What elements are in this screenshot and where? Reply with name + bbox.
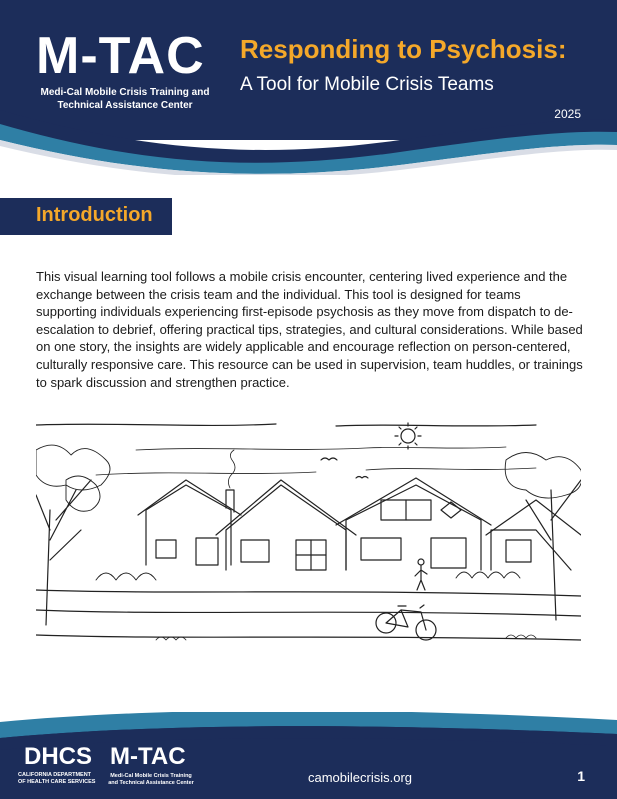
dhcs-logo: DHCS xyxy=(24,743,93,770)
mtac-logo-subtitle: Medi-Cal Mobile Crisis Training and Technical Assistance Center xyxy=(40,87,210,111)
section-heading: Introduction xyxy=(36,204,153,226)
page-subtitle: A Tool for Mobile Crisis Teams xyxy=(240,74,494,95)
intro-paragraph: This visual learning tool follows a mobile crisis encounter, centering lived experience and the exchange between the crisis team and the individual. This tool is designed for teams supporting individuals experiencing first-episode psychosis as they move from dispatch to de-escalation to debrief, offering practical tips, strategies, and cultural considerations. While based on one story, the insights are widely applicable and encourage reflection on person-centered, culturally responsive care. This resource can be used in supervision, team huddles, or trainings to spark discussion and strengthen practice. xyxy=(36,269,583,390)
publication-year: 2025 xyxy=(554,107,581,121)
footer-mtac-logo: M-TAC xyxy=(110,743,186,770)
website-link[interactable]: camobilecrisis.org xyxy=(308,770,413,785)
section-heading-tab xyxy=(0,198,172,235)
dhcs-logo-subtitle: CALIFORNIA DEPARTMENT OF HEALTH CARE SERVICES xyxy=(18,772,96,785)
footer-wave-graphic xyxy=(0,712,617,799)
neighborhood-sketch-illustration xyxy=(36,420,581,645)
page-title: Responding to Psychosis: xyxy=(240,34,567,64)
page-number: 1 xyxy=(577,768,585,784)
footer-mtac-logo-subtitle: Medi-Cal Mobile Crisis Training and Technical Assistance Center xyxy=(108,773,194,786)
mtac-logo: M-TAC xyxy=(36,27,205,85)
footer-banner xyxy=(0,712,617,799)
